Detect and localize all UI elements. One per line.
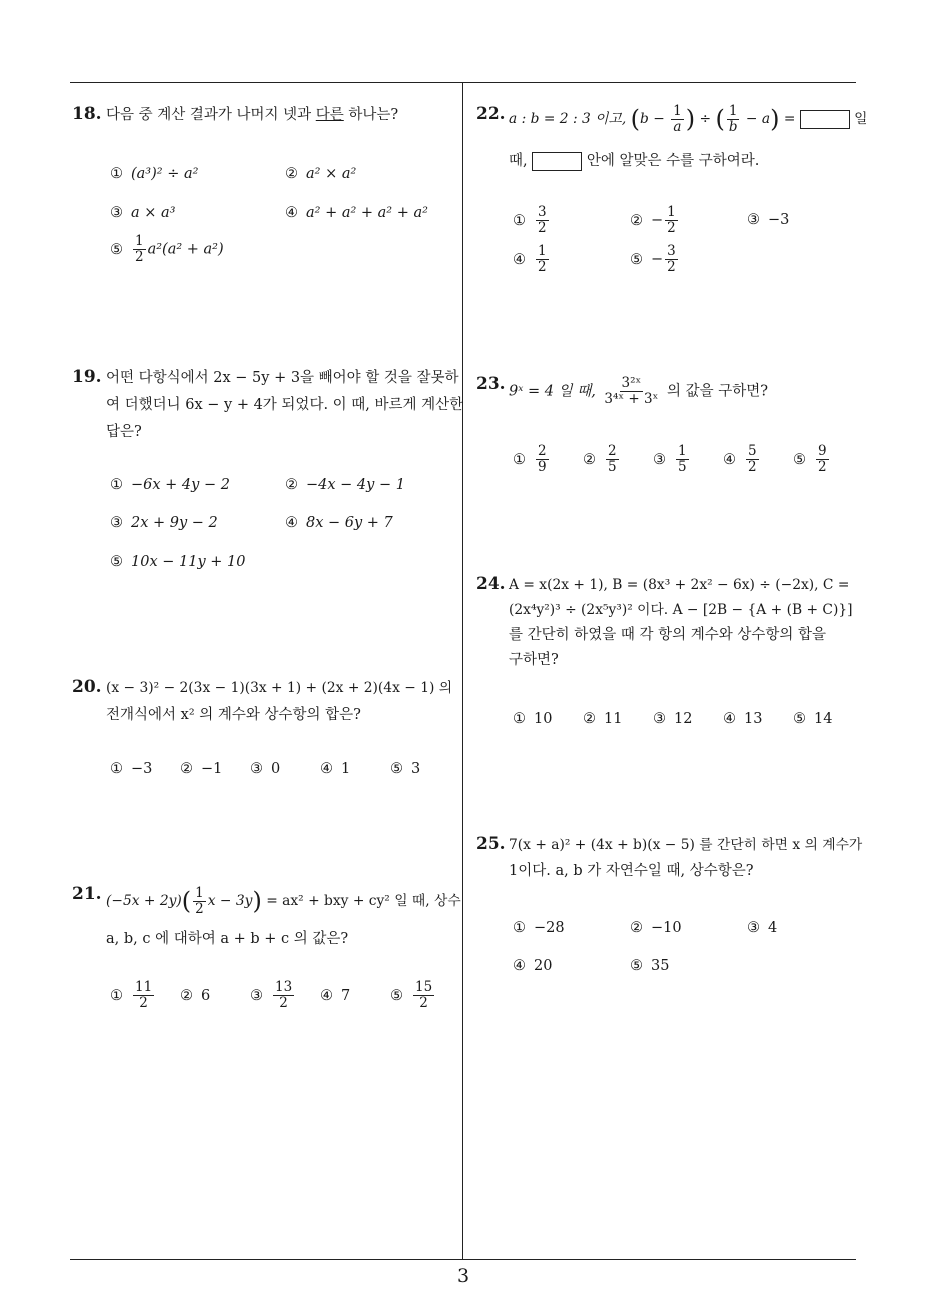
- fraction: $\frac{15}{2}$: [415, 979, 433, 1011]
- question-stem-line-1: 7(x + a)² + (4x + b)(x − 5) 를 간단히 하면 x 의 계수가: [509, 837, 863, 853]
- question-stem-line-3: 를 간단히 하였을 때 각 항의 계수와 상수항의 합을: [509, 627, 827, 643]
- question-stem-line-1: (−5x + 2y)( $\frac{1}{2}$ x − 3y) = ax² + bxy + cy² 일 때, 상수: [106, 885, 461, 917]
- fraction: $\frac{9}{2}$: [818, 443, 827, 475]
- option-2[interactable]: ② −1: [180, 761, 223, 777]
- question-stem-line-1: a : b = 2 : 3 이고, (b − $\frac{1}{a}$ ) ÷ ( $\frac{1}{b}$ − a) = 일: [509, 103, 868, 135]
- option-5[interactable]: ⑤ 3: [390, 761, 421, 777]
- option-2[interactable]: ② a² × a²: [285, 166, 357, 182]
- fraction: $\frac{1}{2}$: [538, 243, 547, 275]
- option-3[interactable]: ③ 12: [653, 711, 693, 727]
- option-1[interactable]: ① (a³)² ÷ a²: [110, 166, 199, 182]
- question-number: 25.: [476, 834, 506, 854]
- question-number: 21.: [72, 884, 102, 904]
- option-5[interactable]: ⑤ $\frac{1}{2}$ a²(a² + a²): [110, 233, 224, 265]
- option-2[interactable]: ② −10: [630, 920, 682, 936]
- option-2[interactable]: ② $\frac{2}{5}$: [583, 443, 617, 475]
- question-stem-line-3: 답은?: [106, 424, 142, 440]
- question-stem: 다음 중 계산 결과가 나머지 넷과 다른 하나는?: [106, 107, 399, 123]
- option-3[interactable]: ③ a × a³: [110, 205, 176, 221]
- option-1[interactable]: ① −3: [110, 761, 153, 777]
- option-5[interactable]: ⑤ $\frac{15}{2}$: [390, 979, 433, 1011]
- fraction: $\frac{1}{2}$: [195, 885, 204, 917]
- fraction: $\frac{1}{5}$: [678, 443, 687, 475]
- option-4[interactable]: ④ 20: [513, 958, 553, 974]
- fraction: $\frac{11}{2}$: [135, 979, 153, 1011]
- option-4[interactable]: ④ $\frac{1}{2}$: [513, 243, 547, 275]
- fraction: $\frac{5}{2}$: [748, 443, 757, 475]
- option-2[interactable]: ② 11: [583, 711, 623, 727]
- fraction: $\frac{2}{5}$: [608, 443, 617, 475]
- fraction: $\frac{1}{b}$: [728, 103, 738, 135]
- column-divider: [462, 82, 463, 1259]
- question-stem-line-1: A = x(2x + 1), B = (8x³ + 2x² − 6x) ÷ (−2x), C =: [509, 577, 850, 593]
- page-number: 3: [456, 1265, 470, 1287]
- bottom-rule: [70, 1259, 856, 1260]
- fraction: $\frac{3}{2}$: [667, 243, 676, 275]
- option-3[interactable]: ③ $\frac{1}{5}$: [653, 443, 687, 475]
- option-4[interactable]: ④ a² + a² + a² + a²: [285, 205, 428, 221]
- option-4[interactable]: ④ 8x − 6y + 7: [285, 515, 393, 531]
- question-number: 22.: [476, 104, 506, 124]
- fraction: $\frac{1}{2}$: [667, 204, 676, 236]
- question-number: 23.: [476, 374, 506, 394]
- fraction: $\frac{2}{9}$: [538, 443, 547, 475]
- option-5[interactable]: ⑤ 14: [793, 711, 833, 727]
- top-rule: [70, 82, 856, 83]
- fraction: $\frac{3}{2}$: [538, 204, 547, 236]
- option-1[interactable]: ① −6x + 4y − 2: [110, 477, 230, 493]
- answer-box[interactable]: [532, 152, 582, 171]
- question-stem-line-1: (x − 3)² − 2(3x − 1)(3x + 1) + (2x + 2)(4x − 1) 의: [106, 680, 453, 696]
- question-stem-line-1: 어떤 다항식에서 2x − 5y + 3을 빼어야 할 것을 잘못하: [106, 370, 459, 386]
- option-5[interactable]: ⑤ 35: [630, 958, 670, 974]
- underlined-word: 다른: [315, 107, 344, 123]
- fraction: $\frac{1}{2}$: [135, 233, 144, 265]
- fraction: $\frac{1}{a}$: [673, 103, 682, 135]
- fraction: $\frac{13}{2}$: [275, 979, 293, 1011]
- option-1[interactable]: ① $\frac{2}{9}$: [513, 443, 547, 475]
- option-5[interactable]: ⑤ $\frac{9}{2}$: [793, 443, 827, 475]
- option-3[interactable]: ③ $\frac{13}{2}$: [250, 979, 293, 1011]
- question-stem-line-2: (2x⁴y²)³ ÷ (2x⁵y³)² 이다. A − [2B − {A + (B + C)}]: [509, 602, 853, 618]
- question-number: 19.: [72, 367, 102, 387]
- fraction: $\frac{\text{3²ˣ}}{\text{3⁴ˣ + 3ˣ}}$: [604, 375, 659, 407]
- option-2[interactable]: ② − $\frac{1}{2}$: [630, 204, 676, 236]
- question-stem-line-4: 구하면?: [509, 652, 559, 668]
- question-number: 18.: [72, 104, 102, 124]
- option-1[interactable]: ① −28: [513, 920, 565, 936]
- option-1[interactable]: ① 10: [513, 711, 553, 727]
- question-stem-line-2: 1이다. a, b 가 자연수일 때, 상수항은?: [509, 863, 754, 879]
- question-stem-line-2: 때, 안에 알맞은 수를 구하여라.: [509, 153, 760, 169]
- option-4[interactable]: ④ 7: [320, 988, 351, 1004]
- question-stem-line-2: 여 더했더니 6x − y + 4가 되었다. 이 때, 바르게 계산한: [106, 397, 464, 413]
- option-3[interactable]: ③ 0: [250, 761, 281, 777]
- question-number: 24.: [476, 574, 506, 594]
- option-4[interactable]: ④ 1: [320, 761, 351, 777]
- option-3[interactable]: ③ 4: [747, 920, 778, 936]
- question-number: 20.: [72, 677, 102, 697]
- option-3[interactable]: ③ 2x + 9y − 2: [110, 515, 218, 531]
- question-stem-line-2: 전개식에서 x² 의 계수와 상수항의 합은?: [106, 707, 361, 723]
- option-2[interactable]: ② 6: [180, 988, 211, 1004]
- option-1[interactable]: ① $\frac{3}{2}$: [513, 204, 547, 236]
- option-4[interactable]: ④ 13: [723, 711, 763, 727]
- question-stem: 9ˣ = 4 일 때, $\frac{\text{3²ˣ}}{\text{3⁴ˣ + 3ˣ}}$ 의 값을 구하면?: [509, 375, 769, 407]
- option-2[interactable]: ② −4x − 4y − 1: [285, 477, 405, 493]
- option-1[interactable]: ① $\frac{11}{2}$: [110, 979, 153, 1011]
- option-3[interactable]: ③ −3: [747, 212, 790, 228]
- question-stem-line-2: a, b, c 에 대하여 a + b + c 의 값은?: [106, 931, 349, 947]
- option-5[interactable]: ⑤ − $\frac{3}{2}$: [630, 243, 676, 275]
- option-4[interactable]: ④ $\frac{5}{2}$: [723, 443, 757, 475]
- answer-box[interactable]: [800, 110, 850, 129]
- option-5[interactable]: ⑤ 10x − 11y + 10: [110, 554, 246, 570]
